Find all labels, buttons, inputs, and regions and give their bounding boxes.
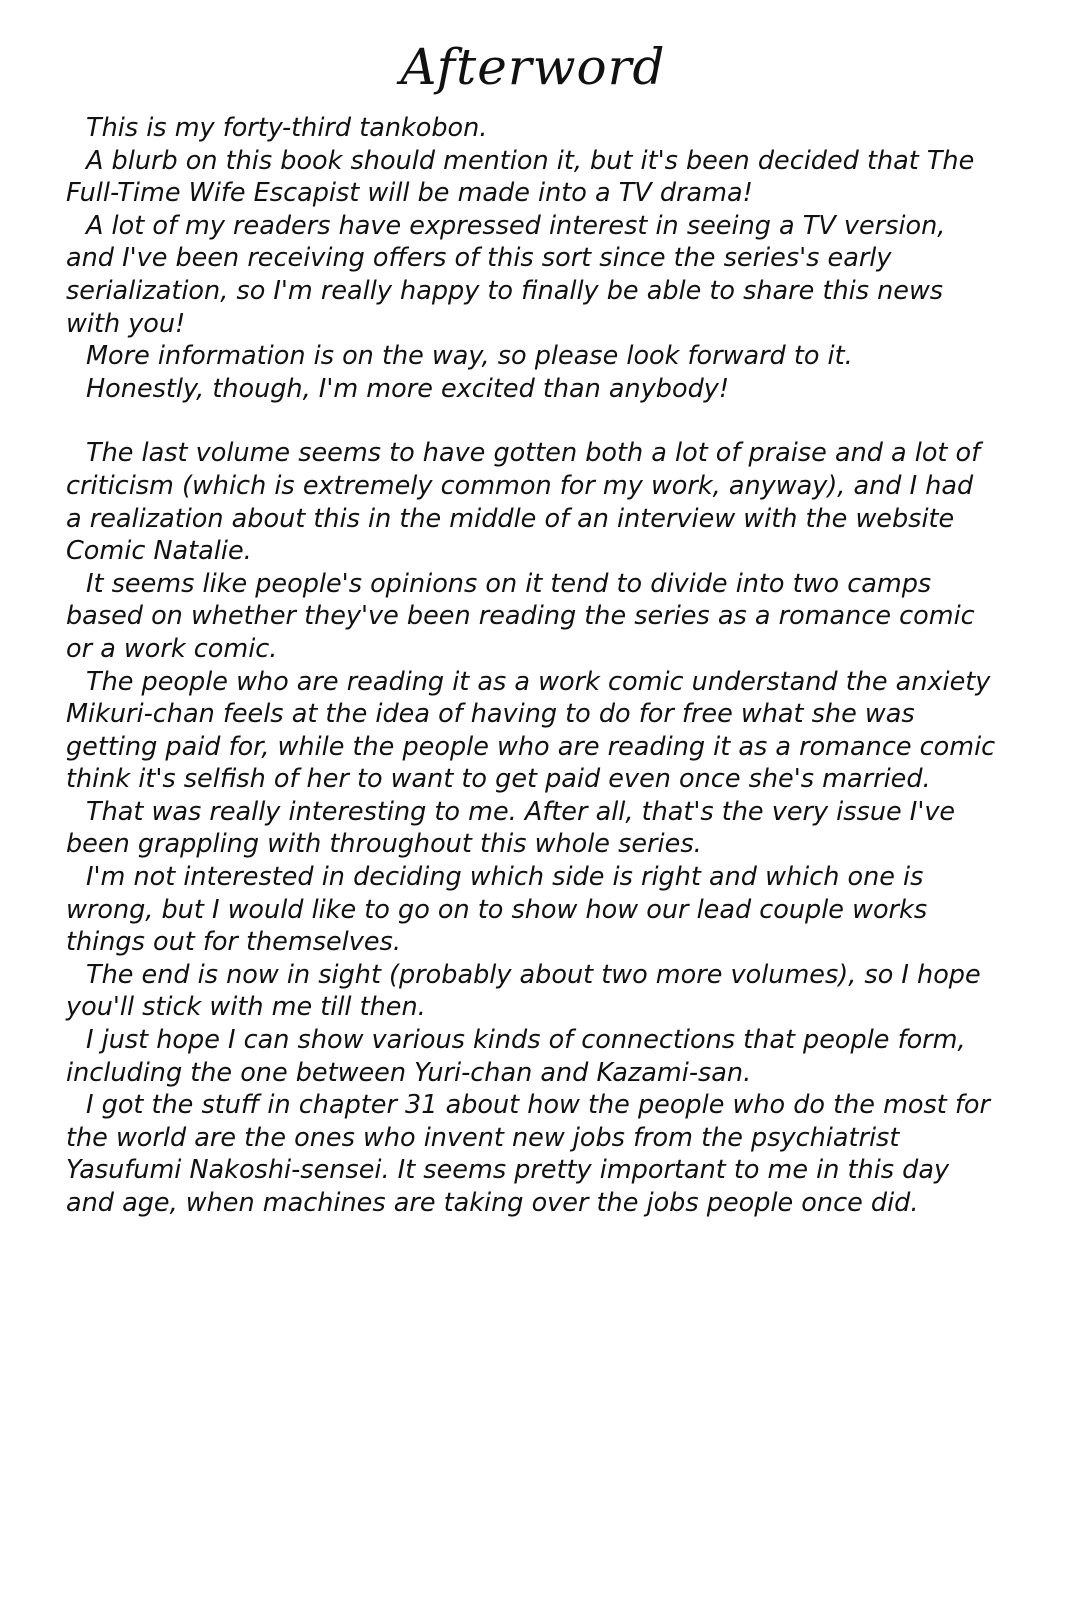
paragraph: I just hope I can show various kinds of connections that people form, including the one between Yuri-chan and Kazami-san. [66, 1025, 974, 1088]
paragraph: The end is now in sight (probably about two more volumes), so I hope you'll stick with me till then. [66, 959, 989, 1023]
paragraph: I'm not interested in deciding which side is right and which one is wrong, but I would like to go on to show how our lead couple works things out for themselves. [66, 862, 936, 958]
paragraph: That was really interesting to me. After all, that's the very issue I've been grappling with throughout this whole series. [66, 796, 964, 860]
paragraph: The people who are reading it as a work comic understand the anxiety Mikuri-chan feels at the idea of having to do for free what she was getting paid for, while the people who are reading it as a romance comic think it's selfish of her to want to get paid even once she's married. [66, 666, 1004, 795]
paragraph: I got the stuff in chapter 31 about how the people who do the most for the world are the ones who invent new jobs from the psychiatrist Yasufumi Nakoshi-sensei. It seems pretty important to me in this day and age, when machines are taking over the jobs people once did. [66, 1090, 999, 1218]
paragraph: A blurb on this book should mention it, but it's been decided that The Full-Time Wife Escapist will be made into a TV drama! [66, 145, 983, 209]
paragraph: A lot of my readers have expressed interest in seeing a TV version, and I've been receiving offers of this sort since the series's early serialization, so I'm really happy to finally be able to share this news with you! [66, 210, 954, 339]
paragraph: This is my forty-third tankobon. [86, 113, 488, 143]
paragraph: Honestly, though, I'm more excited than anybody! [86, 373, 730, 404]
paragraph: It seems like people's opinions on it tend to divide into two camps based on whether they've been reading the series as a romance comic or a work comic. [66, 568, 983, 664]
page-title: Afterword [400, 38, 666, 96]
afterword-body [66, 112, 1004, 1220]
section-divider-space [66, 405, 996, 437]
paragraph: The last volume seems to have gotten both a lot of praise and a lot of criticism (which is extremely common for my work, anyway), and I had a realization about this in the middle of an interview with the website Comic Natalie. [66, 438, 989, 567]
paragraph: More information is on the way, so please look forward to it. [86, 341, 853, 372]
